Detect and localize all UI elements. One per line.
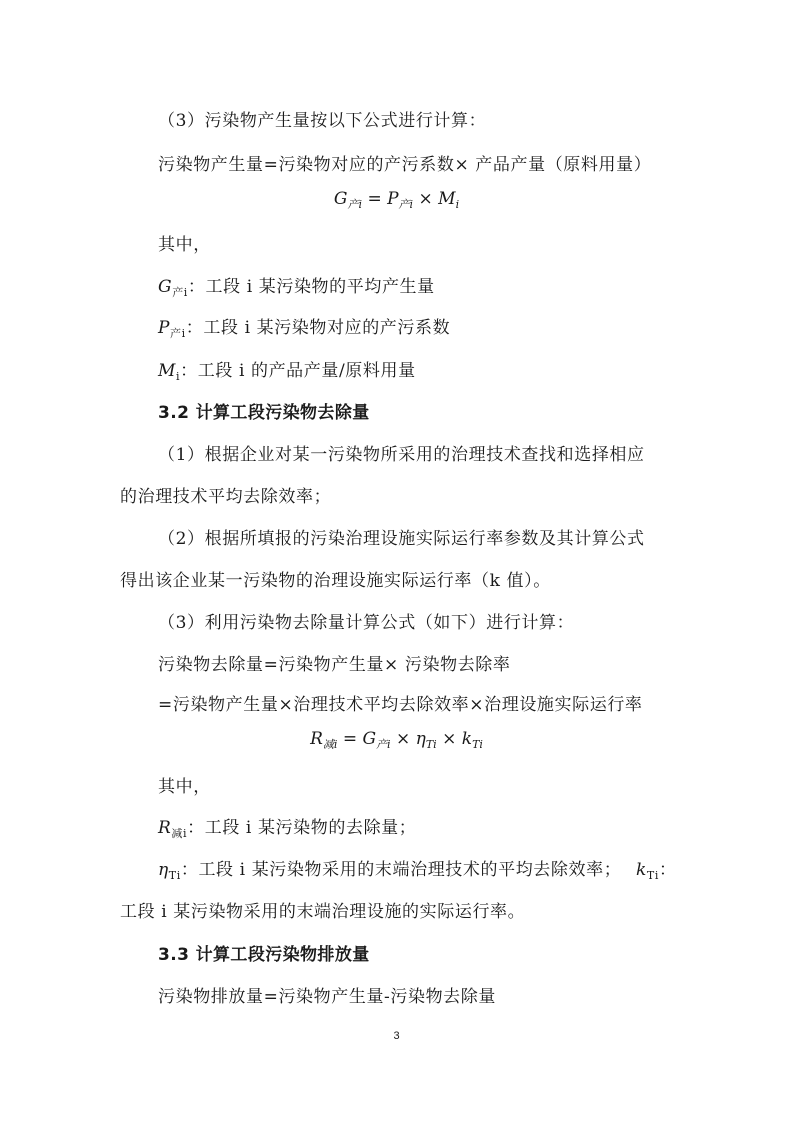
sub-chan-i: 产i (347, 198, 363, 211)
symbol-R: R (310, 729, 323, 749)
sub-Ti: Ti (646, 869, 659, 882)
eq-text-1: 污染物去除量=污染物产生量× 污染物去除率 (158, 655, 511, 675)
def-M (158, 356, 416, 381)
heading-3-3: 3.3 计算工段污染物排放量 (158, 945, 370, 965)
eq-sign: = (342, 729, 358, 749)
sub-chan-i: 产i (376, 738, 391, 751)
eq-sign: = (367, 189, 382, 209)
times-sign: × (442, 729, 457, 749)
def-eta (158, 855, 621, 880)
def-M-text: ：工段 i 的产品产量/原料用量 (180, 361, 416, 381)
symbol-eta: η (158, 860, 169, 880)
sub-Ti: Ti (168, 869, 181, 882)
symbol-k: k (636, 860, 647, 880)
def-G (158, 272, 435, 297)
sub-Ti: Ti (425, 738, 437, 751)
def-G-text: ：工段 i 某污染物的平均产生量 (187, 277, 435, 297)
para-1b: 的治理技术平均去除效率； (120, 487, 332, 507)
symbol-G: G (362, 729, 377, 749)
times-sign: × (418, 189, 433, 209)
sub-Ti: Ti (472, 738, 483, 751)
sub-chan-i: 产i (398, 198, 414, 211)
def-k-cont: 工段 i 某污染物采用的末端治理设施的实际运行率。 (120, 902, 526, 922)
para-1a: （1）根据企业对某一污染物所采用的治理技术查找和选择相应 (158, 445, 645, 465)
line-formula-text-1: 污染物产生量=污染物对应的产污系数× 产品产量（原料用量） (158, 155, 652, 175)
def-P (158, 313, 450, 338)
symbol-G: G (333, 189, 348, 209)
symbol-P: P (387, 189, 399, 209)
sub-jian-i: 减i (171, 827, 188, 840)
symbol-P: P (158, 318, 171, 338)
line-where-2: 其中， (158, 777, 211, 797)
symbol-M: M (158, 361, 177, 381)
def-k-colon: ： (658, 860, 677, 880)
sub-jian-i: 减i (322, 738, 338, 751)
page-number: 3 (393, 1030, 400, 1042)
symbol-R: R (158, 818, 172, 838)
symbol-eta: η (415, 729, 426, 749)
times-sign: × (396, 729, 411, 749)
sub-chan-i: 产i (172, 286, 188, 299)
heading-3-2: 3.2 计算工段污染物去除量 (158, 403, 370, 423)
sub-i: i (176, 370, 181, 383)
def-k (636, 855, 677, 880)
formula-2 (0, 729, 793, 749)
symbol-k: k (461, 729, 473, 749)
formula-1 (0, 189, 793, 209)
para-2a: （2）根据所填报的污染治理设施实际运行率参数及其计算公式 (158, 529, 645, 549)
symbol-M: M (438, 189, 456, 209)
para-2b: 得出该企业某一污染物的治理设施实际运行率（k 值）。 (120, 571, 551, 591)
def-P-text: ：工段 i 某污染物对应的产污系数 (185, 318, 451, 338)
sub-i: i (455, 198, 460, 211)
symbol-G: G (158, 277, 173, 297)
eq-text-3: 污染物排放量=污染物产生量-污染物去除量 (158, 987, 496, 1007)
line-where-1: 其中， (158, 235, 211, 255)
def-R-text: ：工段 i 某污染物的去除量； (187, 818, 417, 838)
def-eta-text: ：工段 i 某污染物采用的末端治理技术的平均去除效率； (180, 860, 622, 880)
line-step3: （3）污染物产生量按以下公式进行计算： (158, 111, 487, 131)
eq-text-2: =污染物产生量×治理技术平均去除效率×治理设施实际运行率 (158, 695, 643, 715)
sub-chan-i: 产i (170, 327, 186, 340)
def-R (158, 813, 416, 838)
para-3: （3）利用污染物去除量计算公式（如下）进行计算： (158, 613, 575, 633)
